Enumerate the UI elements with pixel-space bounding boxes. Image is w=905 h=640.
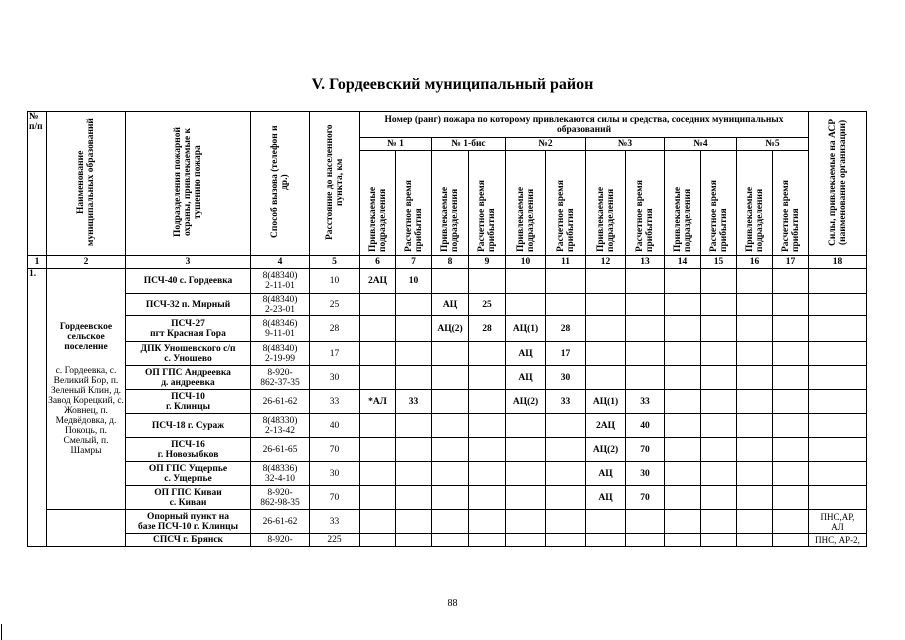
- arrival-time: [469, 414, 506, 438]
- arrival-time: [701, 342, 737, 366]
- assigned-unit: [360, 294, 396, 316]
- column-number: 8: [432, 256, 469, 269]
- assigned-unit: [432, 390, 469, 414]
- distance: 40: [310, 414, 360, 438]
- unit-name: Опорный пункт на базе ПСЧ-10 г. Клинцы: [126, 510, 251, 534]
- table-row: [28, 486, 867, 510]
- distance: 70: [310, 438, 360, 462]
- arrival-time: [396, 510, 432, 534]
- assigned-unit: [737, 414, 773, 438]
- assigned-unit: [737, 534, 773, 547]
- arrival-time: [773, 342, 809, 366]
- assigned-unit: АЦ: [586, 462, 626, 486]
- distance: 30: [310, 366, 360, 390]
- column-number: 5: [310, 256, 360, 269]
- distance: 33: [310, 390, 360, 414]
- header-asr: Силы, привлекаемые на АСР (наименование организации): [809, 112, 867, 256]
- table-row: [28, 269, 867, 294]
- distance: 33: [310, 510, 360, 534]
- call-method: 8(48340) 2-19-99: [251, 342, 310, 366]
- arrival-time: 33: [546, 390, 586, 414]
- header-rank: №4: [665, 138, 737, 151]
- assigned-unit: [665, 390, 701, 414]
- arrival-time: 33: [626, 390, 665, 414]
- assigned-unit: [360, 366, 396, 390]
- arrival-time: 70: [626, 486, 665, 510]
- assigned-unit: [586, 534, 626, 547]
- arrival-time: 30: [546, 366, 586, 390]
- assigned-unit: АЦ: [506, 366, 546, 390]
- arrival-time: [701, 510, 737, 534]
- assigned-unit: [506, 414, 546, 438]
- unit-name: ОП ГПС Ущерпье с. Ущерпье: [126, 462, 251, 486]
- assigned-unit: АЦ(2): [586, 438, 626, 462]
- assigned-unit: АЦ: [432, 294, 469, 316]
- assigned-unit: [737, 342, 773, 366]
- assigned-unit: [737, 316, 773, 342]
- assigned-unit: [665, 316, 701, 342]
- table-row: [28, 366, 867, 390]
- call-method: 8(48336) 32-4-10: [251, 462, 310, 486]
- table-row: [28, 534, 867, 547]
- distance: 10: [310, 269, 360, 294]
- arrival-time: [469, 366, 506, 390]
- assigned-unit: [506, 510, 546, 534]
- arrival-time: [546, 294, 586, 316]
- header-distance: Расстояние до населенного пункта, км: [310, 112, 360, 256]
- arrival-time: [396, 438, 432, 462]
- call-method: 8(48330) 2-13-42: [251, 414, 310, 438]
- assigned-unit: [665, 294, 701, 316]
- arrival-time: [469, 438, 506, 462]
- header-municipality: Наименование муниципальных образований: [47, 112, 126, 256]
- arrival-time: [469, 510, 506, 534]
- arrival-time: [701, 534, 737, 547]
- call-method: 8(48340) 2-11-01: [251, 269, 310, 294]
- asr-forces: [809, 438, 867, 462]
- assigned-unit: [665, 438, 701, 462]
- arrival-time: [469, 269, 506, 294]
- assigned-unit: [586, 366, 626, 390]
- arrival-time: [396, 534, 432, 547]
- arrival-time: [626, 510, 665, 534]
- header-sub-time: Расчетное время прибытия: [546, 151, 586, 256]
- call-method: 8-920- 862-37-35: [251, 366, 310, 390]
- assigned-unit: [432, 534, 469, 547]
- arrival-time: [701, 294, 737, 316]
- call-method: 8(48346) 9-11-01: [251, 316, 310, 342]
- asr-forces: [809, 390, 867, 414]
- unit-name: ДПК Уношевского с/п с. Уношево: [126, 342, 251, 366]
- column-number: 2: [47, 256, 126, 269]
- arrival-time: [773, 390, 809, 414]
- arrival-time: [773, 438, 809, 462]
- table-row: [28, 462, 867, 486]
- unit-name: ОП ГПС Киваи с. Киваи: [126, 486, 251, 510]
- arrival-time: [701, 462, 737, 486]
- assigned-unit: [737, 269, 773, 294]
- arrival-time: 28: [469, 316, 506, 342]
- arrival-time: [626, 316, 665, 342]
- arrival-time: [773, 414, 809, 438]
- distance: 17: [310, 342, 360, 366]
- page-number: 88: [447, 598, 458, 609]
- arrival-time: 70: [626, 438, 665, 462]
- assigned-unit: [665, 342, 701, 366]
- table-row: [28, 316, 867, 342]
- column-number: 17: [773, 256, 809, 269]
- arrival-time: [773, 486, 809, 510]
- assigned-unit: [506, 269, 546, 294]
- arrival-time: [469, 390, 506, 414]
- column-number: 18: [809, 256, 867, 269]
- assigned-unit: АЦ(2): [432, 316, 469, 342]
- arrival-time: [396, 342, 432, 366]
- asr-forces: [809, 316, 867, 342]
- asr-forces: [809, 342, 867, 366]
- arrival-time: [626, 342, 665, 366]
- header-rank: №2: [506, 138, 586, 151]
- header-sub-time: Расчетное время прибытия: [773, 151, 809, 256]
- unit-name: ПСЧ-32 п. Мирный: [126, 294, 251, 316]
- arrival-time: 28: [546, 316, 586, 342]
- arrival-time: [626, 534, 665, 547]
- header-sub-units: Привлекаемые подразделения: [360, 151, 396, 256]
- assigned-unit: [432, 486, 469, 510]
- arrival-time: [701, 390, 737, 414]
- arrival-time: 40: [626, 414, 665, 438]
- assigned-unit: [360, 462, 396, 486]
- column-number: 3: [126, 256, 251, 269]
- header-rank-group: Номер (ранг) пожара по которому привлекаются силы и средства, соседних муниципальных образований: [360, 112, 809, 138]
- header-rank: № 1-бис: [432, 138, 506, 151]
- column-number: 9: [469, 256, 506, 269]
- arrival-time: [469, 486, 506, 510]
- assigned-unit: АЦ: [586, 486, 626, 510]
- arrival-time: [469, 534, 506, 547]
- arrival-time: [396, 486, 432, 510]
- arrival-time: [773, 316, 809, 342]
- column-number: 11: [546, 256, 586, 269]
- arrival-time: [396, 366, 432, 390]
- column-number: 14: [665, 256, 701, 269]
- assigned-unit: [737, 510, 773, 534]
- assigned-unit: АЦ(1): [586, 390, 626, 414]
- arrival-time: [396, 462, 432, 486]
- header-sub-time: Расчетное время прибытия: [469, 151, 506, 256]
- arrival-time: [626, 366, 665, 390]
- arrival-time: [546, 534, 586, 547]
- assigned-unit: АЦ: [506, 342, 546, 366]
- assigned-unit: [506, 462, 546, 486]
- column-number: 10: [506, 256, 546, 269]
- header-rank: №5: [737, 138, 809, 151]
- distance: 70: [310, 486, 360, 510]
- assigned-unit: [360, 534, 396, 547]
- arrival-time: [546, 438, 586, 462]
- distance: 25: [310, 294, 360, 316]
- header-call-method: Способ вызова (телефон и др.): [251, 112, 310, 256]
- call-method: 8-920-: [251, 534, 310, 547]
- assigned-unit: [506, 438, 546, 462]
- arrival-time: [773, 269, 809, 294]
- assigned-unit: [360, 342, 396, 366]
- arrival-time: [701, 316, 737, 342]
- assigned-unit: [737, 390, 773, 414]
- call-method: 26-61-62: [251, 390, 310, 414]
- arrival-time: [626, 294, 665, 316]
- arrival-time: [396, 414, 432, 438]
- arrival-time: 17: [546, 342, 586, 366]
- assigned-unit: [665, 534, 701, 547]
- assigned-unit: [360, 438, 396, 462]
- call-method: 8-920- 862-98-35: [251, 486, 310, 510]
- asr-forces: ПНС,АР, АЛ: [809, 510, 867, 534]
- assigned-unit: [432, 462, 469, 486]
- distance: 30: [310, 462, 360, 486]
- table-row: [28, 438, 867, 462]
- assigned-unit: 2АЦ: [586, 414, 626, 438]
- table-row: [28, 510, 867, 534]
- assigned-unit: [737, 462, 773, 486]
- assigned-unit: [665, 486, 701, 510]
- assigned-unit: [432, 366, 469, 390]
- column-number: 12: [586, 256, 626, 269]
- header-rank: № 1: [360, 138, 432, 151]
- arrival-time: [626, 269, 665, 294]
- arrival-time: [396, 316, 432, 342]
- arrival-time: [701, 414, 737, 438]
- arrival-time: [773, 510, 809, 534]
- unit-name: ПСЧ-40 с. Гордеевка: [126, 269, 251, 294]
- header-sub-units: Привлекаемые подразделения: [737, 151, 773, 256]
- unit-name: ОП ГПС Андреевка д. андреевка: [126, 366, 251, 390]
- assigned-unit: [586, 342, 626, 366]
- header-sub-units: Привлекаемые подразделения: [432, 151, 469, 256]
- assigned-unit: [506, 534, 546, 547]
- header-sub-units: Привлекаемые подразделения: [665, 151, 701, 256]
- table-row: [28, 414, 867, 438]
- assigned-unit: [665, 366, 701, 390]
- call-method: 26-61-65: [251, 438, 310, 462]
- table-row: [28, 342, 867, 366]
- assigned-unit: [665, 510, 701, 534]
- asr-forces: [809, 414, 867, 438]
- arrival-time: [773, 294, 809, 316]
- header-units: Подразделения пожарной охраны, привлекаемые к тушению пожара: [126, 112, 251, 256]
- header-rank: №3: [586, 138, 665, 151]
- arrival-time: [546, 414, 586, 438]
- call-method: 8(48340) 2-23-01: [251, 294, 310, 316]
- arrival-time: [701, 486, 737, 510]
- municipality-places: с. Гордеевка, с. Великий Бор, п. Зеленый Клин, д. Завод Корецкий, с. Жовнец, п. Медвёдовка, д. Покоць, п. Смелый, п. Шамры: [48, 366, 124, 456]
- assigned-unit: [360, 316, 396, 342]
- arrival-time: [773, 366, 809, 390]
- arrival-time: 10: [396, 269, 432, 294]
- unit-name: СПСЧ г. Брянск: [126, 534, 251, 547]
- arrival-time: [546, 486, 586, 510]
- arrival-time: [773, 462, 809, 486]
- assigned-unit: [665, 462, 701, 486]
- column-number: 6: [360, 256, 396, 269]
- assigned-unit: 2АЦ: [360, 269, 396, 294]
- arrival-time: [546, 462, 586, 486]
- assigned-unit: [432, 438, 469, 462]
- column-number: 7: [396, 256, 432, 269]
- assigned-unit: [665, 414, 701, 438]
- assigned-unit: [432, 414, 469, 438]
- arrival-time: [546, 269, 586, 294]
- header-sub-time: Расчетное время прибытия: [701, 151, 737, 256]
- arrival-time: [546, 510, 586, 534]
- asr-forces: [809, 366, 867, 390]
- column-number: 4: [251, 256, 310, 269]
- arrival-time: 30: [626, 462, 665, 486]
- header-sub-units: Привлекаемые подразделения: [586, 151, 626, 256]
- column-number: 16: [737, 256, 773, 269]
- municipality-cell-empty: [47, 510, 126, 547]
- unit-name: ПСЧ-18 г. Сураж: [126, 414, 251, 438]
- arrival-time: 25: [469, 294, 506, 316]
- assigned-unit: [737, 366, 773, 390]
- distance: 28: [310, 316, 360, 342]
- assigned-unit: [586, 294, 626, 316]
- assigned-unit: [737, 438, 773, 462]
- column-number: 15: [701, 256, 737, 269]
- header-sub-time: Расчетное время прибытия: [396, 151, 432, 256]
- call-method: 26-61-62: [251, 510, 310, 534]
- assigned-unit: *АЛ: [360, 390, 396, 414]
- arrival-time: [396, 294, 432, 316]
- assigned-unit: [665, 269, 701, 294]
- asr-forces: ПНС, АР-2,: [809, 534, 867, 547]
- assigned-unit: [586, 316, 626, 342]
- arrival-time: [701, 366, 737, 390]
- assigned-unit: [432, 510, 469, 534]
- unit-name: ПСЧ-16 г. Новозыбков: [126, 438, 251, 462]
- row-number: 1.: [28, 269, 47, 547]
- arrival-time: [469, 462, 506, 486]
- assigned-unit: [506, 294, 546, 316]
- page-title: V. Гордеевский муниципальный район: [311, 76, 594, 93]
- asr-forces: [809, 294, 867, 316]
- assigned-unit: АЦ(1): [506, 316, 546, 342]
- header-sub-units: Привлекаемые подразделения: [506, 151, 546, 256]
- asr-forces: [809, 462, 867, 486]
- header-num: № п/п: [28, 112, 47, 256]
- municipality-name: Гордеевское сельское поселение: [59, 322, 113, 352]
- column-number: 1: [28, 256, 47, 269]
- assigned-unit: [506, 486, 546, 510]
- assigned-unit: АЦ(2): [506, 390, 546, 414]
- asr-forces: [809, 486, 867, 510]
- assigned-unit: [432, 342, 469, 366]
- municipality-cell: [47, 269, 126, 510]
- assigned-unit: [360, 414, 396, 438]
- unit-name: ПСЧ-27 пгт Красная Гора: [126, 316, 251, 342]
- table-row: [28, 294, 867, 316]
- assigned-unit: [360, 510, 396, 534]
- distance: 225: [310, 534, 360, 547]
- arrival-time: 33: [396, 390, 432, 414]
- arrival-time: [701, 269, 737, 294]
- table-row: [28, 390, 867, 414]
- arrival-time: [773, 534, 809, 547]
- assigned-unit: [737, 486, 773, 510]
- deployment-table: [27, 111, 867, 547]
- header-sub-time: Расчетное время прибытия: [626, 151, 665, 256]
- arrival-time: [469, 342, 506, 366]
- asr-forces: [809, 269, 867, 294]
- assigned-unit: [586, 510, 626, 534]
- assigned-unit: [586, 269, 626, 294]
- assigned-unit: [737, 294, 773, 316]
- assigned-unit: [360, 486, 396, 510]
- column-number: 13: [626, 256, 665, 269]
- unit-name: ПСЧ-10 г. Клинцы: [126, 390, 251, 414]
- arrival-time: [701, 438, 737, 462]
- assigned-unit: [432, 269, 469, 294]
- scan-mark: [1, 624, 2, 640]
